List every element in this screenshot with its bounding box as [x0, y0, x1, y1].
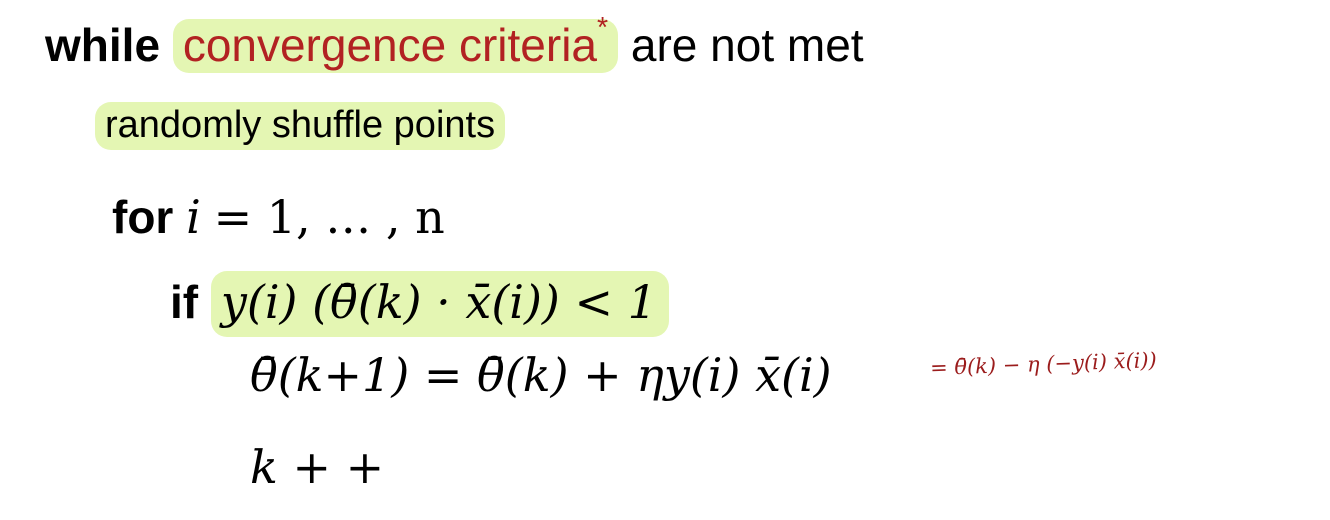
while-line	[45, 11, 864, 72]
while-keyword: while	[45, 19, 161, 71]
convergence-highlight	[173, 11, 618, 73]
loop-variable: i	[186, 190, 201, 244]
shuffle-text: randomly shuffle points	[105, 104, 496, 146]
asterisk-note: *	[597, 11, 609, 44]
convergence-criteria-text: convergence criteria	[182, 19, 598, 71]
if-line	[170, 275, 669, 329]
not-met-text: are not met	[630, 19, 864, 71]
update-line: θ̄(k+1) = θ̄(k) + ηy(i) x̄(i)	[250, 348, 832, 402]
handwritten-annotation: = θ̄(k) − η (−y(i) x̄(i))	[929, 348, 1158, 380]
increment-line: k + +	[250, 440, 385, 494]
for-line	[112, 190, 445, 244]
shuffle-line	[95, 104, 505, 147]
if-keyword: if	[170, 276, 199, 328]
hinge-condition: y(i) (θ̄(k) · x̄(i)) < 1	[211, 271, 669, 337]
loop-range: = 1, … , n	[213, 190, 445, 244]
shuffle-highlight	[95, 102, 505, 150]
for-keyword: for	[112, 191, 174, 243]
